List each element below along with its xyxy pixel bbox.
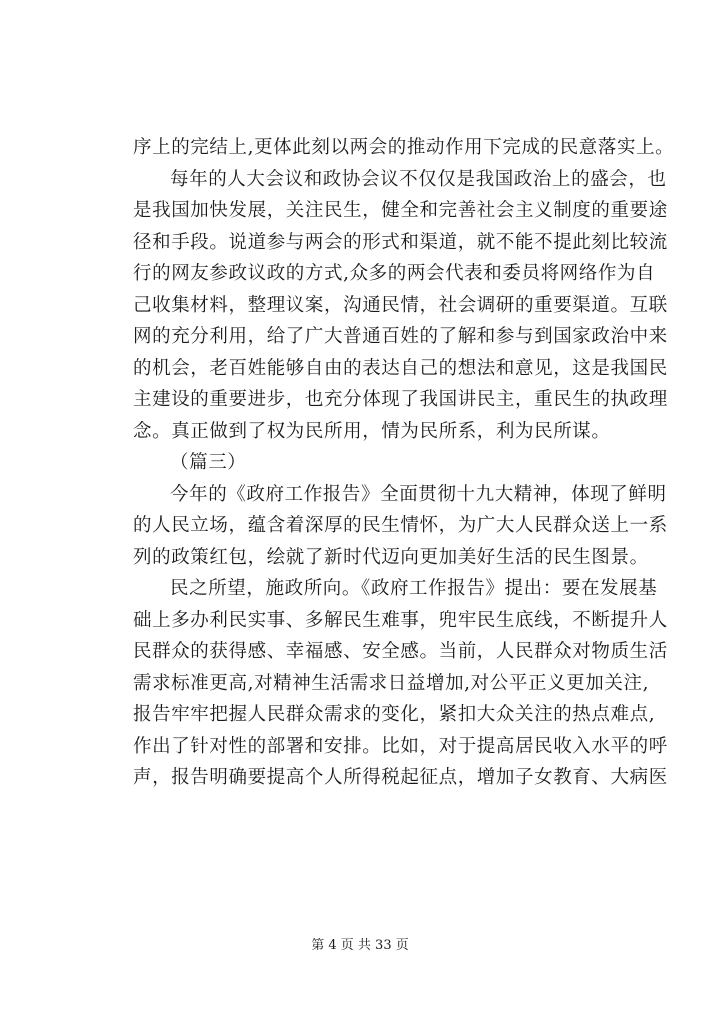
text-line: 是我国加快发展，关注民生，健全和完善社会主义制度的重要途 <box>133 200 668 221</box>
text-line: 己收集材料，整理议案，沟通民情，社会调研的重要渠道。互联 <box>133 294 668 316</box>
text-line: 念。真正做到了权为民所用，情为民所系，利为民所谋。 <box>133 420 611 442</box>
text-line: 础上多办利民实事、多解民生难事，兜牢民生底线，不断提升人 <box>133 609 668 631</box>
text-line: 径和手段。说道参与两会的形式和渠道，就不能不提此刻比较流 <box>133 231 668 253</box>
text-line: 网的充分利用，给了广大普通百姓的了解和参与到国家政治中来 <box>133 326 668 347</box>
text-line: 声，报告明确要提高个人所得税起征点，增加子女教育、大病医 <box>133 767 668 788</box>
text-line: 的人民立场，蕴含着深厚的民生情怀，为广大人民群众送上一系 <box>133 515 668 536</box>
text-line: 主建设的重要进步，也充分体现了我国讲民主，重民生的执政理 <box>133 389 668 410</box>
body-text <box>133 132 675 794</box>
text-line: 民群众的获得感、幸福感、安全感。当前，人民群众对物质生活 <box>133 641 668 662</box>
page-number-footer: 第 4 页 共 33 页 <box>311 938 409 953</box>
section-heading: （篇三） <box>170 452 247 473</box>
text-line: 序上的完结上,更体此刻以两会的推动作用下完成的民意落实上。 <box>133 137 675 158</box>
text-line: 行的网友参政议政的方式,众多的两会代表和委员将网络作为自 <box>133 263 656 284</box>
text-line: 今年的《政府工作报告》全面贯彻十九大精神，体现了鲜明 <box>170 483 667 505</box>
text-line: 报告牢牢把握人民群众需求的变化，紧扣大众关注的热点难点, <box>133 704 656 725</box>
text-line: 列的政策红包，绘就了新时代迈向更加美好生活的民生图景。 <box>133 546 649 568</box>
text-line: 需求标准更高,对精神生活需求日益增加,对公平正义更加关注, <box>133 672 650 694</box>
text-line: 每年的人大会议和政协会议不仅仅是我国政治上的盛会，也 <box>170 168 667 190</box>
text-line: 的机会，老百姓能够自由的表达自己的想法和意见，这是我国民 <box>133 357 668 379</box>
text-line: 作出了针对性的部署和安排。比如，对于提高居民收入水平的呼 <box>133 735 668 757</box>
text-line: 民之所望，施政所向。《政府工作报告》提出：要在发展基 <box>170 578 658 599</box>
